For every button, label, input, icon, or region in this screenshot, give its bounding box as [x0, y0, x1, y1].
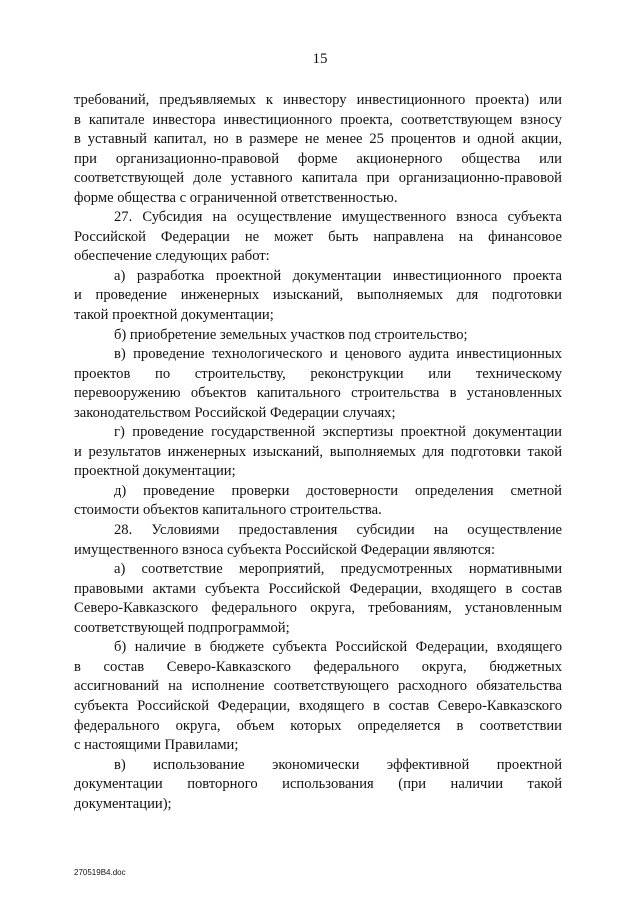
text-line: ассигнований на исполнение соответствующего расходного обязательства [74, 678, 562, 695]
paragraph-condition-v [74, 756, 562, 815]
paragraph-condition-b [74, 638, 562, 755]
text-line: 28. Условиями предоставления субсидии на осуществление [114, 522, 562, 539]
text-line: субъекта Российской Федерации, входящего в состав Северо-Кавказского [74, 697, 562, 714]
text-line: б) приобретение земельных участков под строительство; [114, 326, 468, 343]
text-line: требований, предъявляемых к инвестору инвестиционного проекта) или [74, 92, 562, 108]
text-line: и результатов инженерных изысканий, выполняемых для подготовки такой [74, 443, 562, 460]
text-line: с настоящими Правилами; [74, 737, 239, 754]
text-line: федерального округа, объем которых определяется в соответствии [74, 717, 562, 734]
text-line: в капитале инвестора инвестиционного проекта, соответствующем взносу [74, 111, 562, 128]
paragraph-clause-28 [74, 521, 562, 560]
paragraph-item-a [74, 267, 562, 326]
paragraph-clause-27 [74, 208, 562, 267]
text-line: проектной документации; [74, 463, 236, 480]
text-line: проектов по строительству, реконструкции или техническому [74, 365, 562, 382]
text-line: Российской Федерации не может быть направлена на финансовое [74, 228, 562, 245]
text-line: в состав Северо-Кавказского федерального округа, бюджетных [74, 658, 562, 675]
text-line: документации повторного использования (при наличии такой [74, 776, 562, 793]
text-line: такой проектной документации; [74, 307, 274, 324]
text-line: стоимости объектов капитального строительства. [74, 502, 382, 519]
text-line: и проведение инженерных изысканий, выполняемых для подготовки [74, 287, 562, 304]
text-line: правовыми актами субъекта Российской Федерации, входящего в состав [74, 580, 562, 597]
page-number: 15 [312, 51, 328, 67]
text-line: соответствующей доле уставного капитала при организационно-правовой [74, 170, 562, 187]
paragraph-item-b [74, 326, 562, 346]
text-line: г) проведение государственной экспертизы проектной документации [114, 424, 562, 441]
text-line: форме общества с ограниченной ответственностью. [74, 189, 398, 206]
text-line: в) использование экономически эффективной проектной [114, 756, 562, 773]
text-line: а) разработка проектной документации инвестиционного проекта [114, 267, 562, 284]
text-line: б) наличие в бюджете субъекта Российской Федерации, входящего [114, 639, 562, 656]
text-line: 27. Субсидия на осуществление имущественного взноса субъекта [114, 209, 562, 226]
text-line: в уставный капитал, но в размере не менее 25 процентов и одной акции, [74, 131, 562, 148]
paragraph-item-d [74, 482, 562, 521]
text-line: соответствующей подпрограммой; [74, 619, 290, 636]
text-line: а) соответствие мероприятий, предусмотренных нормативными [114, 561, 562, 578]
text-line: перевооружению объектов капитального строительства в установленных [74, 385, 562, 402]
text-line: документации); [74, 795, 172, 812]
text-line: д) проведение проверки достоверности определения сметной [114, 482, 562, 499]
paragraph-continuation [74, 91, 562, 208]
document-body [74, 91, 562, 814]
text-line: имущественного взноса субъекта Российской Федерации являются: [74, 541, 496, 558]
document-file-code: 270519B4.doc [74, 868, 126, 877]
text-line: в) проведение технологического и ценового аудита инвестиционных [114, 346, 562, 363]
text-line: при организационно-правовой форме акционерного общества или [74, 150, 562, 167]
text-line: обеспечение следующих работ: [74, 248, 270, 265]
paragraph-condition-a [74, 560, 562, 638]
paragraph-item-g [74, 423, 562, 482]
paragraph-item-v [74, 345, 562, 423]
text-line: Северо-Кавказского федерального округа, требованиям, установленным [74, 600, 562, 617]
text-line: законодательством Российской Федерации случаях; [74, 404, 396, 421]
